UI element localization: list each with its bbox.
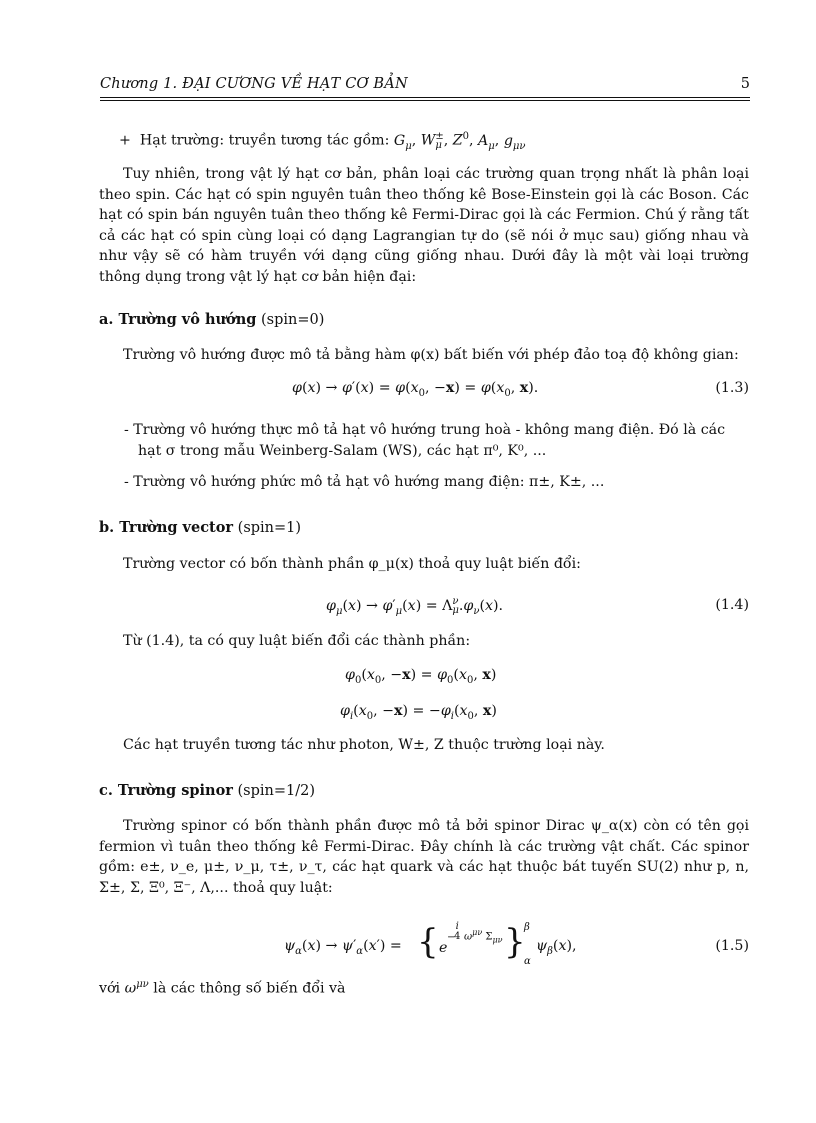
- equation-1-3: $\varphi(x) \to \varphi'(x) = \varphi(x_0$, $-x) = \varphi(x_0$, x).: [292, 380, 539, 399]
- section-b-spin: (spin=1): [237, 520, 302, 536]
- section-b-lead: Trường vector có bốn thành phần φ_μ(x) thoả quy luật biến đổi:: [123, 556, 581, 572]
- header-rule-thin: [100, 100, 750, 101]
- chapter-title: Chương 1. ĐẠI CƯƠNG VỀ HẠT CƠ BẢN: [100, 76, 408, 92]
- section-b-title: b. Trường vector: [99, 519, 234, 536]
- equation-number-1-3: (1.3): [715, 380, 749, 396]
- equation-number-1-4: (1.4): [715, 597, 749, 613]
- section-a-title: a. Trường vô hướng: [99, 311, 257, 328]
- carrier-field-item: + Hạt trường: truyền tương tác gồm: $G_\mu$, W± μ , $Z^0$, $A_\mu$, $g_{\mu\nu}$: [119, 130, 526, 152]
- section-a-bullet-real: - Trường vô hướng thực mô tả hạt vô hướng trung hoà - không mang điện. Đó là các hạt σ trong mẫu Weinberg-Salam (WS), các hạt π⁰, K⁰, ...: [124, 422, 726, 459]
- equation-1-4: $\varphi_\mu(x) \to \varphi'_\mu(x) = \Lambda\nu$ $\mu.\varphi_\nu(x)$.: [326, 596, 504, 617]
- section-c-heading: [99, 782, 315, 799]
- section-a-bullet-complex: - Trường vô hướng phức mô tả hạt vô hướng mang điện: π±, K±, ...: [124, 474, 605, 490]
- section-a-lead: Trường vô hướng được mô tả bằng hàm φ(x) bất biến với phép đảo toạ độ không gian:: [123, 347, 739, 363]
- page: Chương 1. ĐẠI CƯƠNG VỀ HẠT CƠ BẢN 5 + Hạt trường: truyền tương tác gồm: $G_\mu$, W± μ , $Z^0$, $A_\mu$, $g_{\mu\nu}$ Tuy nhiên, trong vật lý hạt cơ bản, phân loại các trường quan trọng nhất là phân loại theo spin. Các hạt có spin nguyên tuân theo thống kê Bose-Einstein gọi là các Boson. Các hạt có spin bán nguyên tuân theo thống kê Fermi-Dirac gọi là các Fermion. Chú ý rằng tất cả các hạt có spin cùng loại có dạng Lagrangian tự do (sẽ nói ở mục sau) giống nhau và như vậy sẽ có hàm truyền với dạng cũng giống nhau. Dưới đây là một vài loại trường thông dụng trong vật lý hạt cơ bản hiện đại: a. Trường vô hướng (spin=0) Trường vô hướng được mô tả bằng hàm φ(x) bất biến với phép đảo toạ độ không gian: $\varphi(x) \to \varphi'(x) = \varphi(x_0$, $-x) = \varphi(x_0$, x). (1.3) - Trường vô hướng thực mô tả hạt vô hướng trung hoà - không mang điện. Đó là các hạt σ trong mẫu Weinberg-Salam (WS), các hạt π⁰, K⁰, ... - Trường vô hướng phức mô tả hạt vô hướng mang điện: π±, K±, ... b. Trường vector (spin=1) Trường vector có bốn thành phần φ_μ(x) thoả quy luật biến đổi: $\varphi_\mu(x) \to \varphi'_\mu(x) = \Lambda\nu$ $\mu.\varphi_\nu(x)$. (1.4) Từ (1.4), ta có quy luật biến đổi các thành phần: $\varphi_0(x_0$, $-x) = \varphi_0(x_0$, x) $\varphi_i(x_0$, $-x) = -\varphi_i(x_0$, x) Các hạt truyền tương tác như photon, W±, Z thuộc trường loại này. c. Trường spinor (spin=1/2) Trường spinor có bốn thành phần được mô tả bởi spinor Dirac ψ_α(x) còn có tên gọi fermion vì tuân theo thống kê Fermi-Dirac. Đây chính là các trường vật chất. Các spinor gồm: e±, ν_e, μ±, ν_μ, τ±, ν_τ, các hạt quark và các hạt thuộc bát tuyến SU(2) như p, n, Σ±, Σ, Ξ⁰, Ξ⁻, Λ,... thoả quy luật: $\psi_\alpha(x) \to \psi'_\alpha(x')$ = { e − i 4 $\omega^{\mu\nu}$ $\Sigma_{\mu\nu}$ } β α $\psi_\beta(x)$, (1.5) với $\omega^{\mu\nu}$ là các thông số biến đổi và: [0, 0, 816, 1123]
- section-a-spin: (spin=0): [261, 312, 325, 328]
- section-a-heading: [99, 311, 324, 328]
- page-number: 5: [740, 76, 750, 92]
- equation-phii: $\varphi_i(x_0$, $-x) = -\varphi_i(x_0$, x): [340, 703, 497, 722]
- running-header: [100, 76, 750, 96]
- section-c-spin: (spin=1/2): [237, 783, 316, 799]
- section-c-paragraph: Trường spinor có bốn thành phần được mô tả bởi spinor Dirac ψ_α(x) còn có tên gọi fermion vì tuân theo thống kê Fermi-Dirac. Đây chính là các trường vật chất. Các spinor gồm: e±, ν_e, μ±, ν_μ, τ±, ν_τ, các hạt quark và các hạt thuộc bát tuyến SU(2) như p, n, Σ±, Σ, Ξ⁰, Ξ⁻, Λ,... thoả quy luật:: [99, 818, 749, 896]
- intro-paragraph: Tuy nhiên, trong vật lý hạt cơ bản, phân loại các trường quan trọng nhất là phân loại theo spin. Các hạt có spin nguyên tuân theo thống kê Bose-Einstein gọi là các Boson. Các hạt có spin bán nguyên tuân theo thống kê Fermi-Dirac gọi là các Fermion. Chú ý rằng tất cả các hạt có spin cùng loại có dạng Lagrangian tự do (sẽ nói ở mục sau) giống nhau và như vậy sẽ có hàm truyền với dạng cũng giống nhau. Dưới đây là một vài loại trường thông dụng trong vật lý hạt cơ bản hiện đại:: [99, 166, 749, 285]
- section-c-after: với $\omega^{\mu\nu}$ là các thông số biến đổi và: [99, 979, 346, 997]
- section-b-heading: [99, 519, 301, 536]
- header-rule: [100, 97, 750, 98]
- section-b-note: Các hạt truyền tương tác như photon, W±, Z thuộc trường loại này.: [123, 737, 605, 753]
- section-c-title: c. Trường spinor: [99, 782, 233, 799]
- equation-number-1-5: (1.5): [715, 938, 749, 954]
- section-b-from: Từ (1.4), ta có quy luật biến đổi các thành phần:: [123, 633, 471, 649]
- equation-phi0: $\varphi_0(x_0$, $-x) = \varphi_0(x_0$, x): [345, 667, 497, 686]
